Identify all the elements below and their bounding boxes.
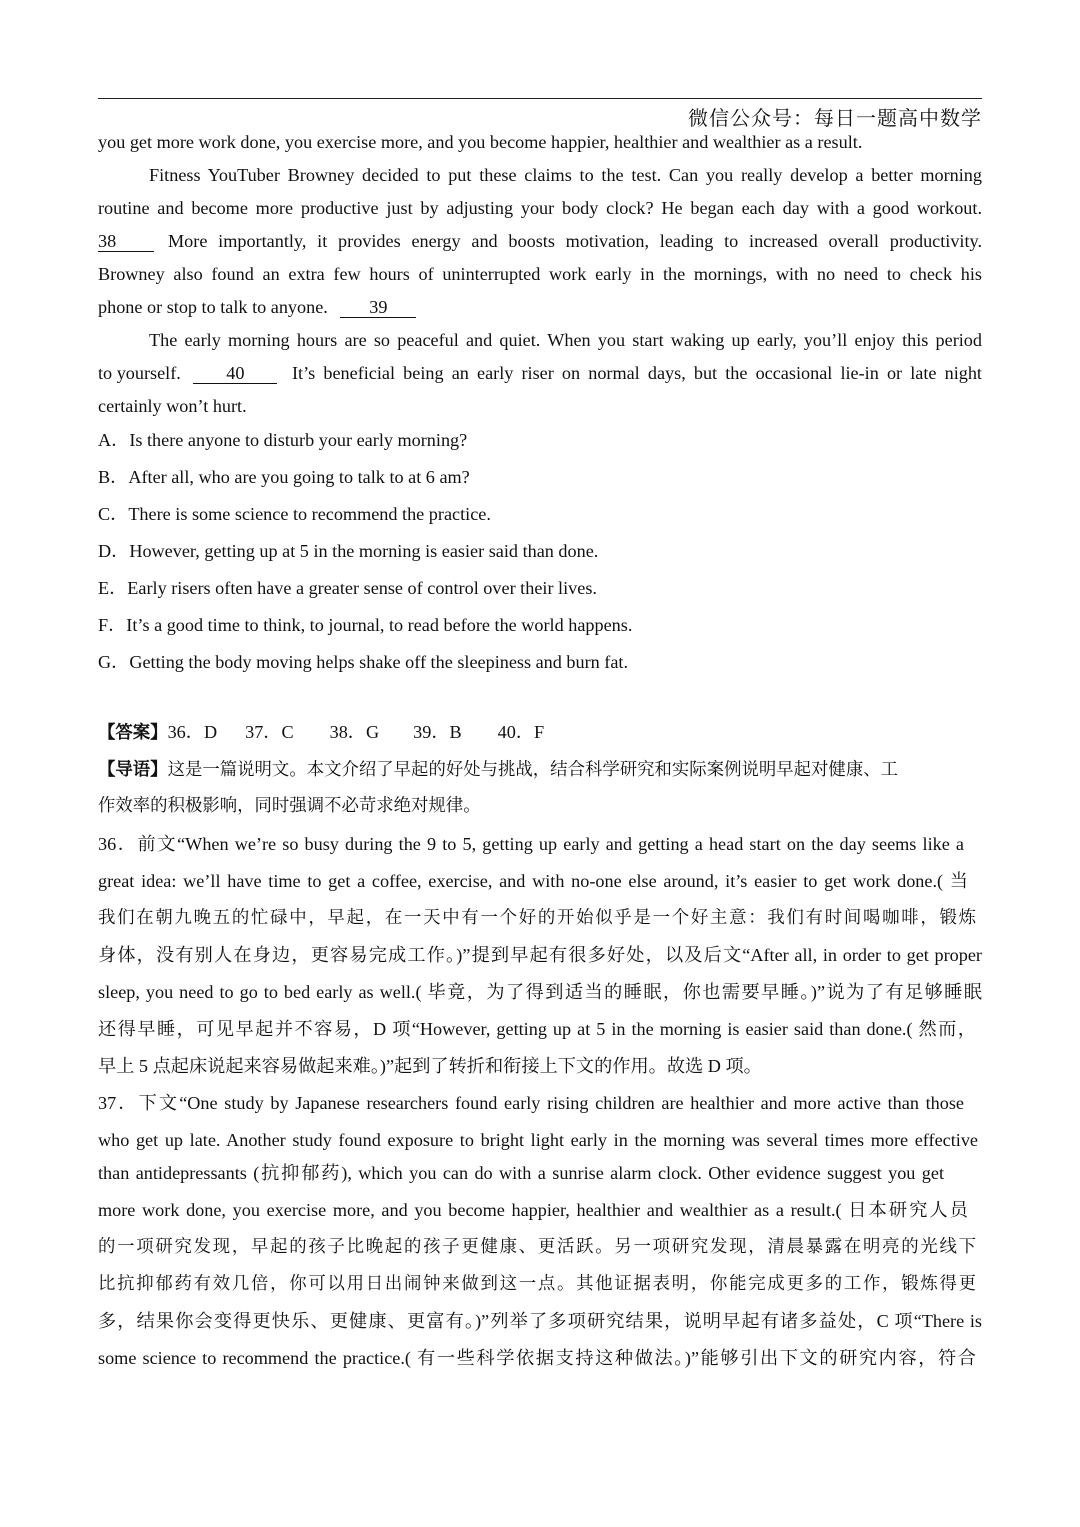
option-c[interactable]: C．There is some science to recommend the practice. [98,504,491,524]
passage-line: The early morning hours are so peaceful and quiet. When you start waking up early, you’ll enjoy this period [149,330,982,350]
option-f[interactable]: F．It’s a good time to think, to journal, to read before the world happens. [98,615,633,635]
option-g[interactable]: G．Getting the body moving helps shake off the sleepiness and burn fat. [98,652,629,672]
guide-line [98,757,982,782]
explanation-line: 的一项研究发现，早起的孩子比晚起的孩子更健康、更活跃。另一项研究发现，清晨暴露在明亮的光线下 [98,1237,976,1257]
explanation-line: great idea: we’ll have time to get a coffee, exercise, and with no-one else around, it’s easier to get work done.( 当 [98,871,968,891]
explanation-line: who get up late. Another study found exposure to bright light early in the morning was several times more effective [98,1130,978,1150]
explanation-line: sleep, you need to go to bed early as well.( 毕竟，为了得到适当的睡眠，你也需要早睡。)”说为了有足够睡眠 [98,982,982,1002]
explanation-line: some science to recommend the practice.( 有一些科学依据支持这种做法。)”能够引出下文的研究内容，符合 [98,1348,976,1368]
answer-item: 38．G [329,722,380,742]
explanation-line: more work done, you exercise more, and you become happier, healthier and wealthier as a result.( 日本研究人员 [98,1200,968,1220]
answer-item: 39．B [413,722,462,742]
passage-line: Fitness YouTuber Browney decided to put these claims to the test. Can you really develop a better morning [149,165,982,185]
passage-text: to yourself. [98,363,181,383]
passage-line: Browney also found an extra few hours of uninterrupted work early in the mornings, with no need to check his [98,264,982,284]
answer-label: 【答案】 [98,723,168,743]
explanation-line: than antidepressants (抗抑郁药), which you can do with a sunrise alarm clock. Other evidence suggest you get [98,1163,944,1183]
explanation-line: 36．前文“When we’re so busy during the 9 to 5, getting up early and getting a head start on the day seems like a [98,834,964,854]
explanation-line: 我们在朝九晚五的忙碌中，早起，在一天中有一个好的开始似乎是一个好主意：我们有时间喝咖啡，锻炼 [98,908,976,928]
explanation-line: 比抗抑郁药有效几倍，你可以用日出闹钟来做到这一点。其他证据表明，你能完成更多的工作，锻炼得更 [98,1274,976,1294]
passage-line [98,295,982,319]
answer-item: 36．D [167,722,218,742]
answer-line [98,720,982,745]
explanation-line: 还得早睡，可见早起并不容易，D 项“However, getting up at 5 in the morning is easier said than done.( 然而， [98,1019,976,1039]
guide-label: 【导语】 [98,760,168,780]
guide-line: 作效率的积极影响，同时强调不必苛求绝对规律。 [98,796,481,816]
passage-line: you get more work done, you exercise more, and you become happier, healthier and wealthier as a result. [98,132,863,152]
explanation-line: 身体，没有别人在身边，更容易完成工作。)”提到早起有很多好处，以及后文“After all, in order to get proper [98,945,982,965]
header-source: 微信公众号：每日一题高中数学 [688,106,982,130]
passage-text: More importantly, it provides energy and boosts motivation, leading to increased overall productivity. [168,231,982,251]
passage-line [98,361,982,385]
header-rule [98,98,982,99]
passage-line: routine and become more productive just by adjusting your body clock? He began each day with a good workout. [98,198,982,218]
answer-item: 40．F [497,722,545,742]
explanation-line: 早上 5 点起床说起来容易做起来难。)”起到了转折和衔接上下文的作用。故选 D 项。 [98,1056,762,1076]
blank-38[interactable]: 38 [98,231,154,252]
blank-40[interactable]: 40 [193,363,277,384]
answer-item: 37．C [245,722,294,742]
option-d[interactable]: D．However, getting up at 5 in the morning is easier said than done. [98,541,599,561]
option-e[interactable]: E．Early risers often have a greater sense of control over their lives. [98,578,597,598]
passage-text: It’s beneficial being an early riser on normal days, but the occasional lie-in or late night [292,363,982,383]
passage-text: phone or stop to talk to anyone. [98,297,328,317]
explanation-line: 37．下文“One study by Japanese researchers found early rising children are healthier and more active than those [98,1093,964,1113]
explanation-line: 多，结果你会变得更快乐、更健康、更富有。)”列举了多项研究结果，说明早起有诸多益处，C 项“There is [98,1311,982,1331]
guide-text: 这是一篇说明文。本文介绍了早起的好处与挑战，结合科学研究和实际案例说明早起对健康、工 [167,760,898,780]
option-a[interactable]: A．Is there anyone to disturb your early morning? [98,430,468,450]
option-b[interactable]: B．After all, who are you going to talk to at 6 am? [98,467,470,487]
passage-line [98,229,982,253]
blank-39[interactable]: 39 [340,297,416,318]
passage-line: certainly won’t hurt. [98,396,247,416]
